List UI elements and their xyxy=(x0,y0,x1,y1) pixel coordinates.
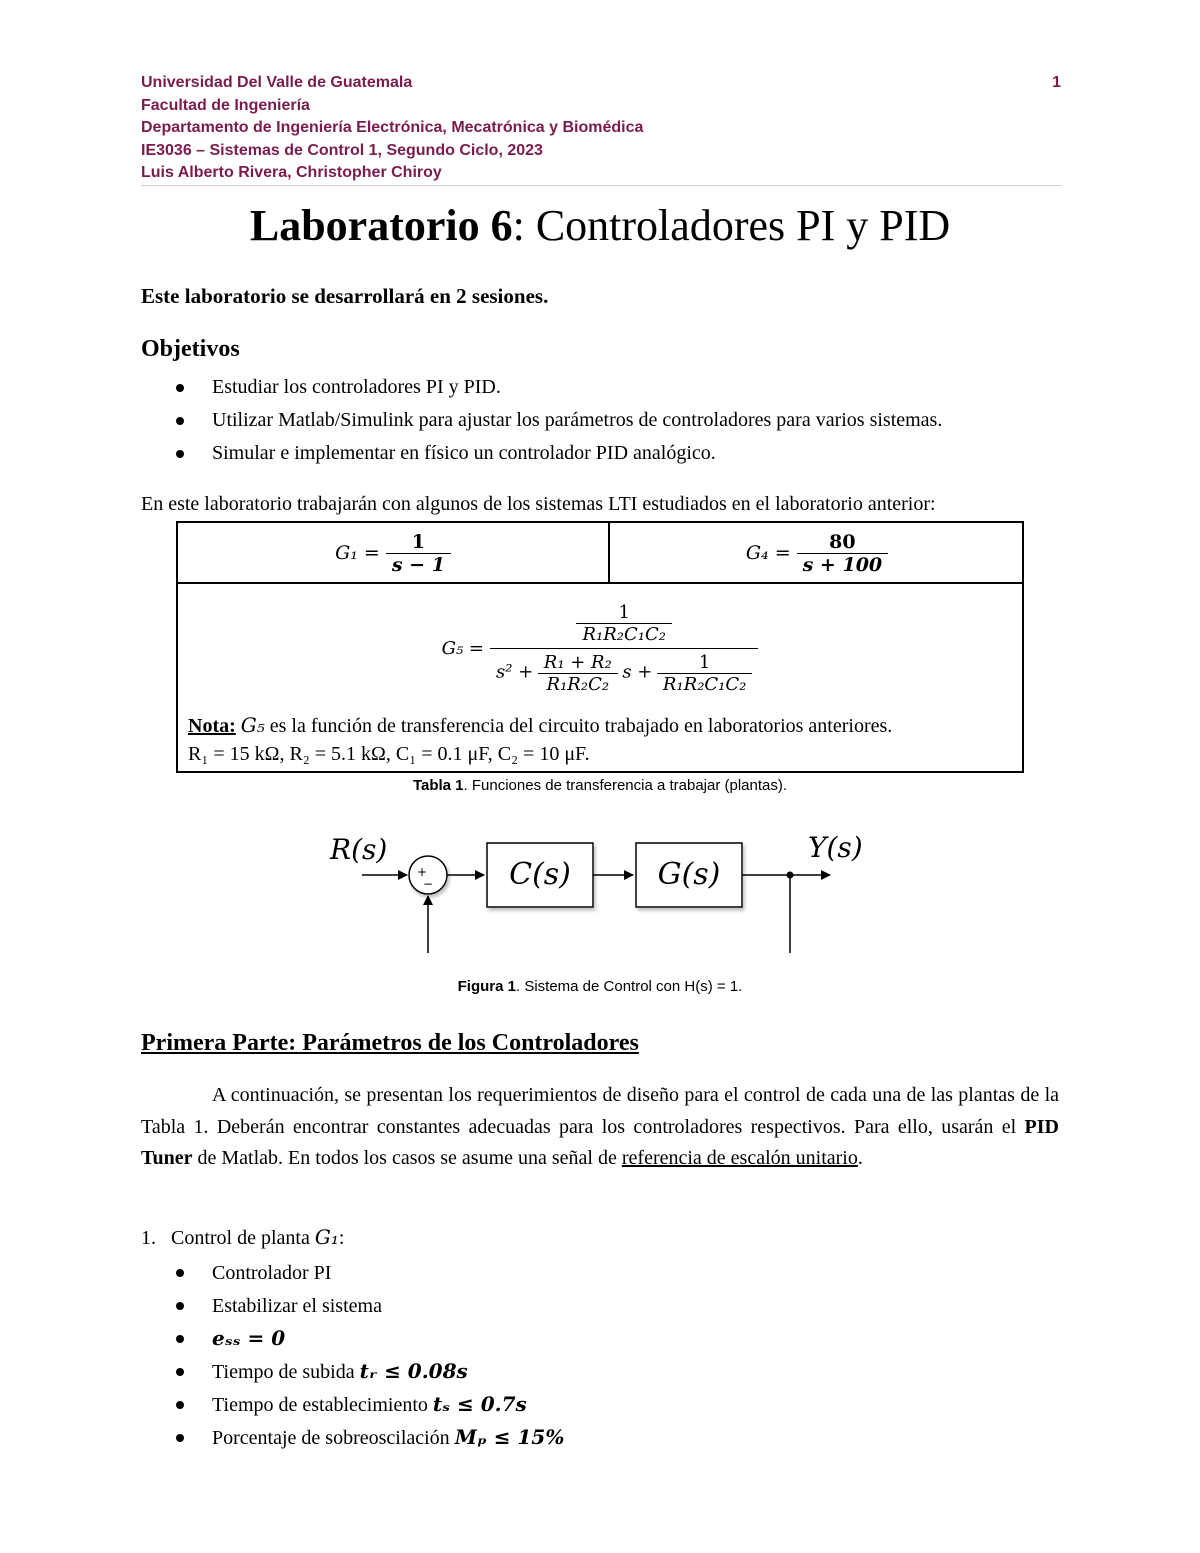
requirement-math: eₛₛ = 0 xyxy=(212,1326,286,1350)
requirement-text: Controlador PI xyxy=(212,1262,332,1284)
title-bold: Laboratorio 6 xyxy=(249,201,513,250)
g4-fraction xyxy=(797,531,889,576)
g5-den-fraction-2 xyxy=(657,652,753,695)
g4-denominator: s + 100 xyxy=(802,553,883,576)
g5-denominator xyxy=(490,649,758,695)
g5-den-frac-num: R₁ + R₂ xyxy=(538,652,618,674)
g1-lhs: G₁ = xyxy=(335,542,380,564)
item1-variable: G₁ xyxy=(314,1225,339,1249)
figure-caption-text: . Sistema de Control con H(s) = 1. xyxy=(516,978,743,995)
pid-tuner-term: PID Tuner xyxy=(141,1115,1059,1169)
requirement-item xyxy=(141,1355,564,1388)
g5-numerator xyxy=(490,602,758,649)
header-course: IE3036 – Sistemas de Control 1, Segundo Ciclo, 2023 xyxy=(141,141,543,159)
item1-requirements xyxy=(141,1256,564,1454)
requirement-text: Estabilizar el sistema xyxy=(212,1295,382,1317)
figure-caption-label: Figura 1 xyxy=(457,978,516,995)
para-underlined: referencia de escalón unitario xyxy=(621,1147,858,1169)
note-label: Nota: xyxy=(188,715,236,737)
control-block-diagram xyxy=(320,825,880,960)
g5-lhs: G₅ = xyxy=(441,637,484,659)
g5-den-frac-den: R₁R₂C₂ xyxy=(546,673,610,695)
plant-label: G(s) xyxy=(657,857,721,892)
requirement-item xyxy=(141,1289,564,1322)
g5-inner-fraction xyxy=(576,602,672,645)
document-title xyxy=(0,200,1200,251)
requirement-text: Porcentaje de sobreoscilación xyxy=(212,1427,455,1449)
header-university: Universidad Del Valle de Guatemala xyxy=(141,74,413,91)
note-text: es la función de transferencia del circuito trabajado en laboratorios anteriores. xyxy=(264,715,893,737)
g5-inner-num: 1 xyxy=(576,602,672,624)
sum-plus-sign: + xyxy=(417,865,428,879)
requirement-text: Tiempo de establecimiento xyxy=(212,1394,433,1416)
item1-number: 1. xyxy=(141,1227,156,1249)
part1-paragraph xyxy=(141,1080,1059,1175)
item1-heading xyxy=(141,1225,344,1250)
intro-text: En este laboratorio trabajarán con algunos de los sistemas LTI estudiados en el laboratorio anterior: xyxy=(141,493,936,515)
figure-caption xyxy=(0,978,1200,995)
output-label: Y(s) xyxy=(808,831,863,864)
title-rest: : Controladores PI y PID xyxy=(512,201,951,250)
header-faculty: Facultad de Ingeniería xyxy=(141,96,310,114)
cell-g5 xyxy=(178,587,1022,709)
requirement-math: tₛ ≤ 0.7s xyxy=(432,1392,527,1416)
requirement-item xyxy=(141,1322,564,1355)
objective-item: Simular e implementar en físico un controlador PID analógico. xyxy=(141,437,942,470)
header-divider xyxy=(141,185,1062,186)
sessions-note: Este laboratorio se desarrollará en 2 sesiones. xyxy=(141,284,549,308)
requirement-item xyxy=(141,1256,564,1289)
page-header xyxy=(141,72,1061,185)
table-note xyxy=(188,713,892,738)
requirement-math: tᵣ ≤ 0.08s xyxy=(359,1359,468,1383)
note-variable: G₅ xyxy=(240,713,265,737)
table-caption-text: . Funciones de transferencia a trabajar (plantas). xyxy=(463,777,788,794)
requirement-math: Mₚ ≤ 15% xyxy=(454,1425,565,1449)
cell-g4 xyxy=(610,523,1024,583)
requirement-item xyxy=(141,1388,564,1421)
g1-fraction xyxy=(386,531,451,576)
objective-item: Utilizar Matlab/Simulink para ajustar los parámetros de controladores para varios sistemas. xyxy=(141,404,942,437)
g4-numerator: 80 xyxy=(797,531,889,554)
objective-item: Estudiar los controladores PI y PID. xyxy=(141,371,942,404)
g5-den-s2: s² + xyxy=(496,661,534,683)
part1-heading: Primera Parte: Parámetros de los Controladores xyxy=(141,1030,639,1056)
header-authors: Luis Alberto Rivera, Christopher Chiroy xyxy=(141,164,442,181)
g5-fraction xyxy=(490,602,758,695)
item1-text: Control de planta xyxy=(171,1227,315,1249)
component-values: R₁ = 15 kΩ, R₂ = 5.1 kΩ, C₁ = 0.1 μF, C₂ = 10 μF. xyxy=(188,743,590,765)
g5-den-fraction xyxy=(538,652,618,695)
requirement-text: Tiempo de subida xyxy=(212,1361,360,1383)
page-number: 1 xyxy=(1052,74,1061,91)
g5-den-frac2-num: 1 xyxy=(657,652,753,674)
para-text: . xyxy=(857,1147,863,1169)
g5-den-frac2-den: R₁R₂C₁C₂ xyxy=(662,673,747,695)
objectives-heading: Objetivos xyxy=(141,336,240,362)
g4-lhs: G₄ = xyxy=(745,542,791,564)
para-text: de Matlab. En todos los casos se asume una señal de xyxy=(192,1147,622,1169)
g5-inner-den: R₁R₂C₁C₂ xyxy=(582,623,666,645)
table-caption xyxy=(0,777,1200,794)
table-caption-label: Tabla 1 xyxy=(412,777,464,794)
objectives-list xyxy=(141,371,942,470)
g1-denominator: s − 1 xyxy=(391,553,445,576)
header-department: Departamento de Ingeniería Electrónica, Mecatrónica y Biomédica xyxy=(141,119,644,136)
controller-label: C(s) xyxy=(509,857,571,892)
item1-colon: : xyxy=(338,1227,345,1249)
g1-numerator: 1 xyxy=(386,531,451,554)
cell-g1 xyxy=(178,523,608,583)
para-text: A continuación, se presentan los requerimientos de diseño para el control de cada una de las plantas de la Tabla 1. Deberán encontrar constantes adecuadas para los controladores respectivos. Para ello, usarán el xyxy=(141,1084,1059,1138)
input-label: R(s) xyxy=(330,833,388,866)
transfer-function-table xyxy=(176,521,1024,773)
sum-minus-sign: − xyxy=(423,877,434,891)
requirement-item xyxy=(141,1421,564,1454)
g5-den-s: s + xyxy=(622,661,653,683)
